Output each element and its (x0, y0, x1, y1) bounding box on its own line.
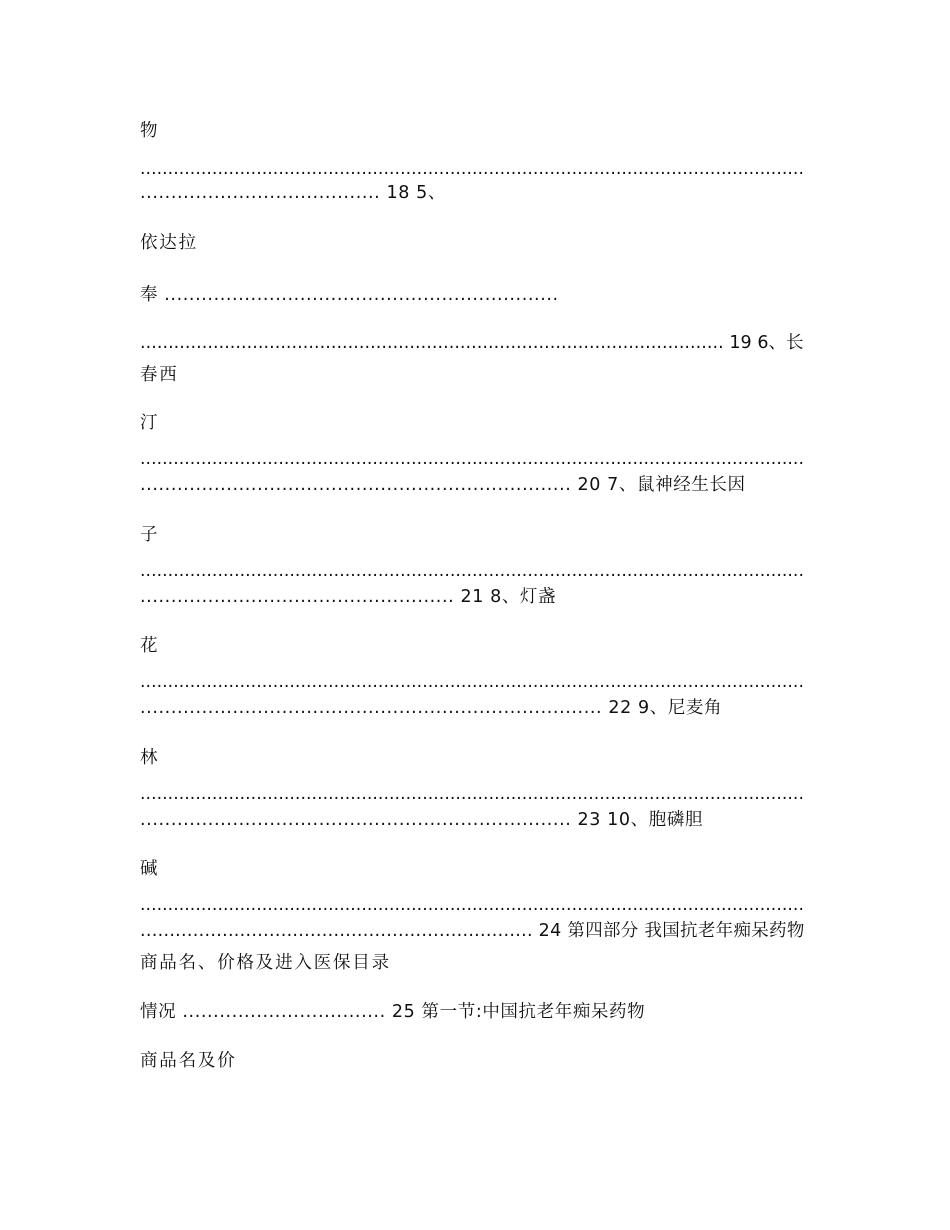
toc-line: 商品名及价 (140, 1051, 237, 1071)
toc-entry-line: 情况 ................................. 25 第一节:中国抗老年痴呆药物 (140, 1002, 646, 1022)
toc-line: 物 (140, 121, 160, 141)
toc-leader-line: ........................................................................................................................ (140, 449, 804, 469)
toc-entry-line: ...................................................................... 23 10、胞磷胆 (140, 810, 704, 830)
toc-line: 花 (140, 636, 160, 656)
toc-page (140, 0, 805, 1230)
toc-entry-line: ................................................... 21 8、灯盏 (140, 587, 557, 607)
toc-line: 春西 (140, 365, 179, 385)
toc-entry-line: ...................................................................... 20 7、鼠神经生长因 (140, 475, 746, 495)
toc-line: 碱 (140, 859, 160, 879)
toc-entry-line: ....................................... 18 5、 (140, 183, 446, 203)
toc-line: 商品名、价格及进入医保目录 (140, 953, 391, 973)
toc-leader-line: ........................................................................................................................ (140, 159, 804, 179)
toc-line: 依达拉 (140, 233, 198, 253)
toc-entry-line: ........................................................................... 22 9、尼麦角 (140, 698, 723, 718)
toc-leader-line: ........................................................................................................................ (140, 895, 804, 915)
toc-line: 子 (140, 525, 160, 545)
toc-leader-line: ........................................................................................................................ (140, 561, 804, 581)
toc-entry-line: 奉 ................................................................ (140, 285, 559, 305)
toc-entry-line: ........................................................................................................ 19 6、长 (140, 333, 804, 353)
toc-line: 汀 (140, 413, 160, 433)
toc-entry-line: ................................................................... 24 第四部分 我国抗老年痴呆药物 (140, 921, 805, 941)
toc-line: 林 (140, 748, 160, 768)
toc-leader-line: ........................................................................................................................ (140, 672, 804, 692)
toc-leader-line: ........................................................................................................................ (140, 784, 804, 804)
